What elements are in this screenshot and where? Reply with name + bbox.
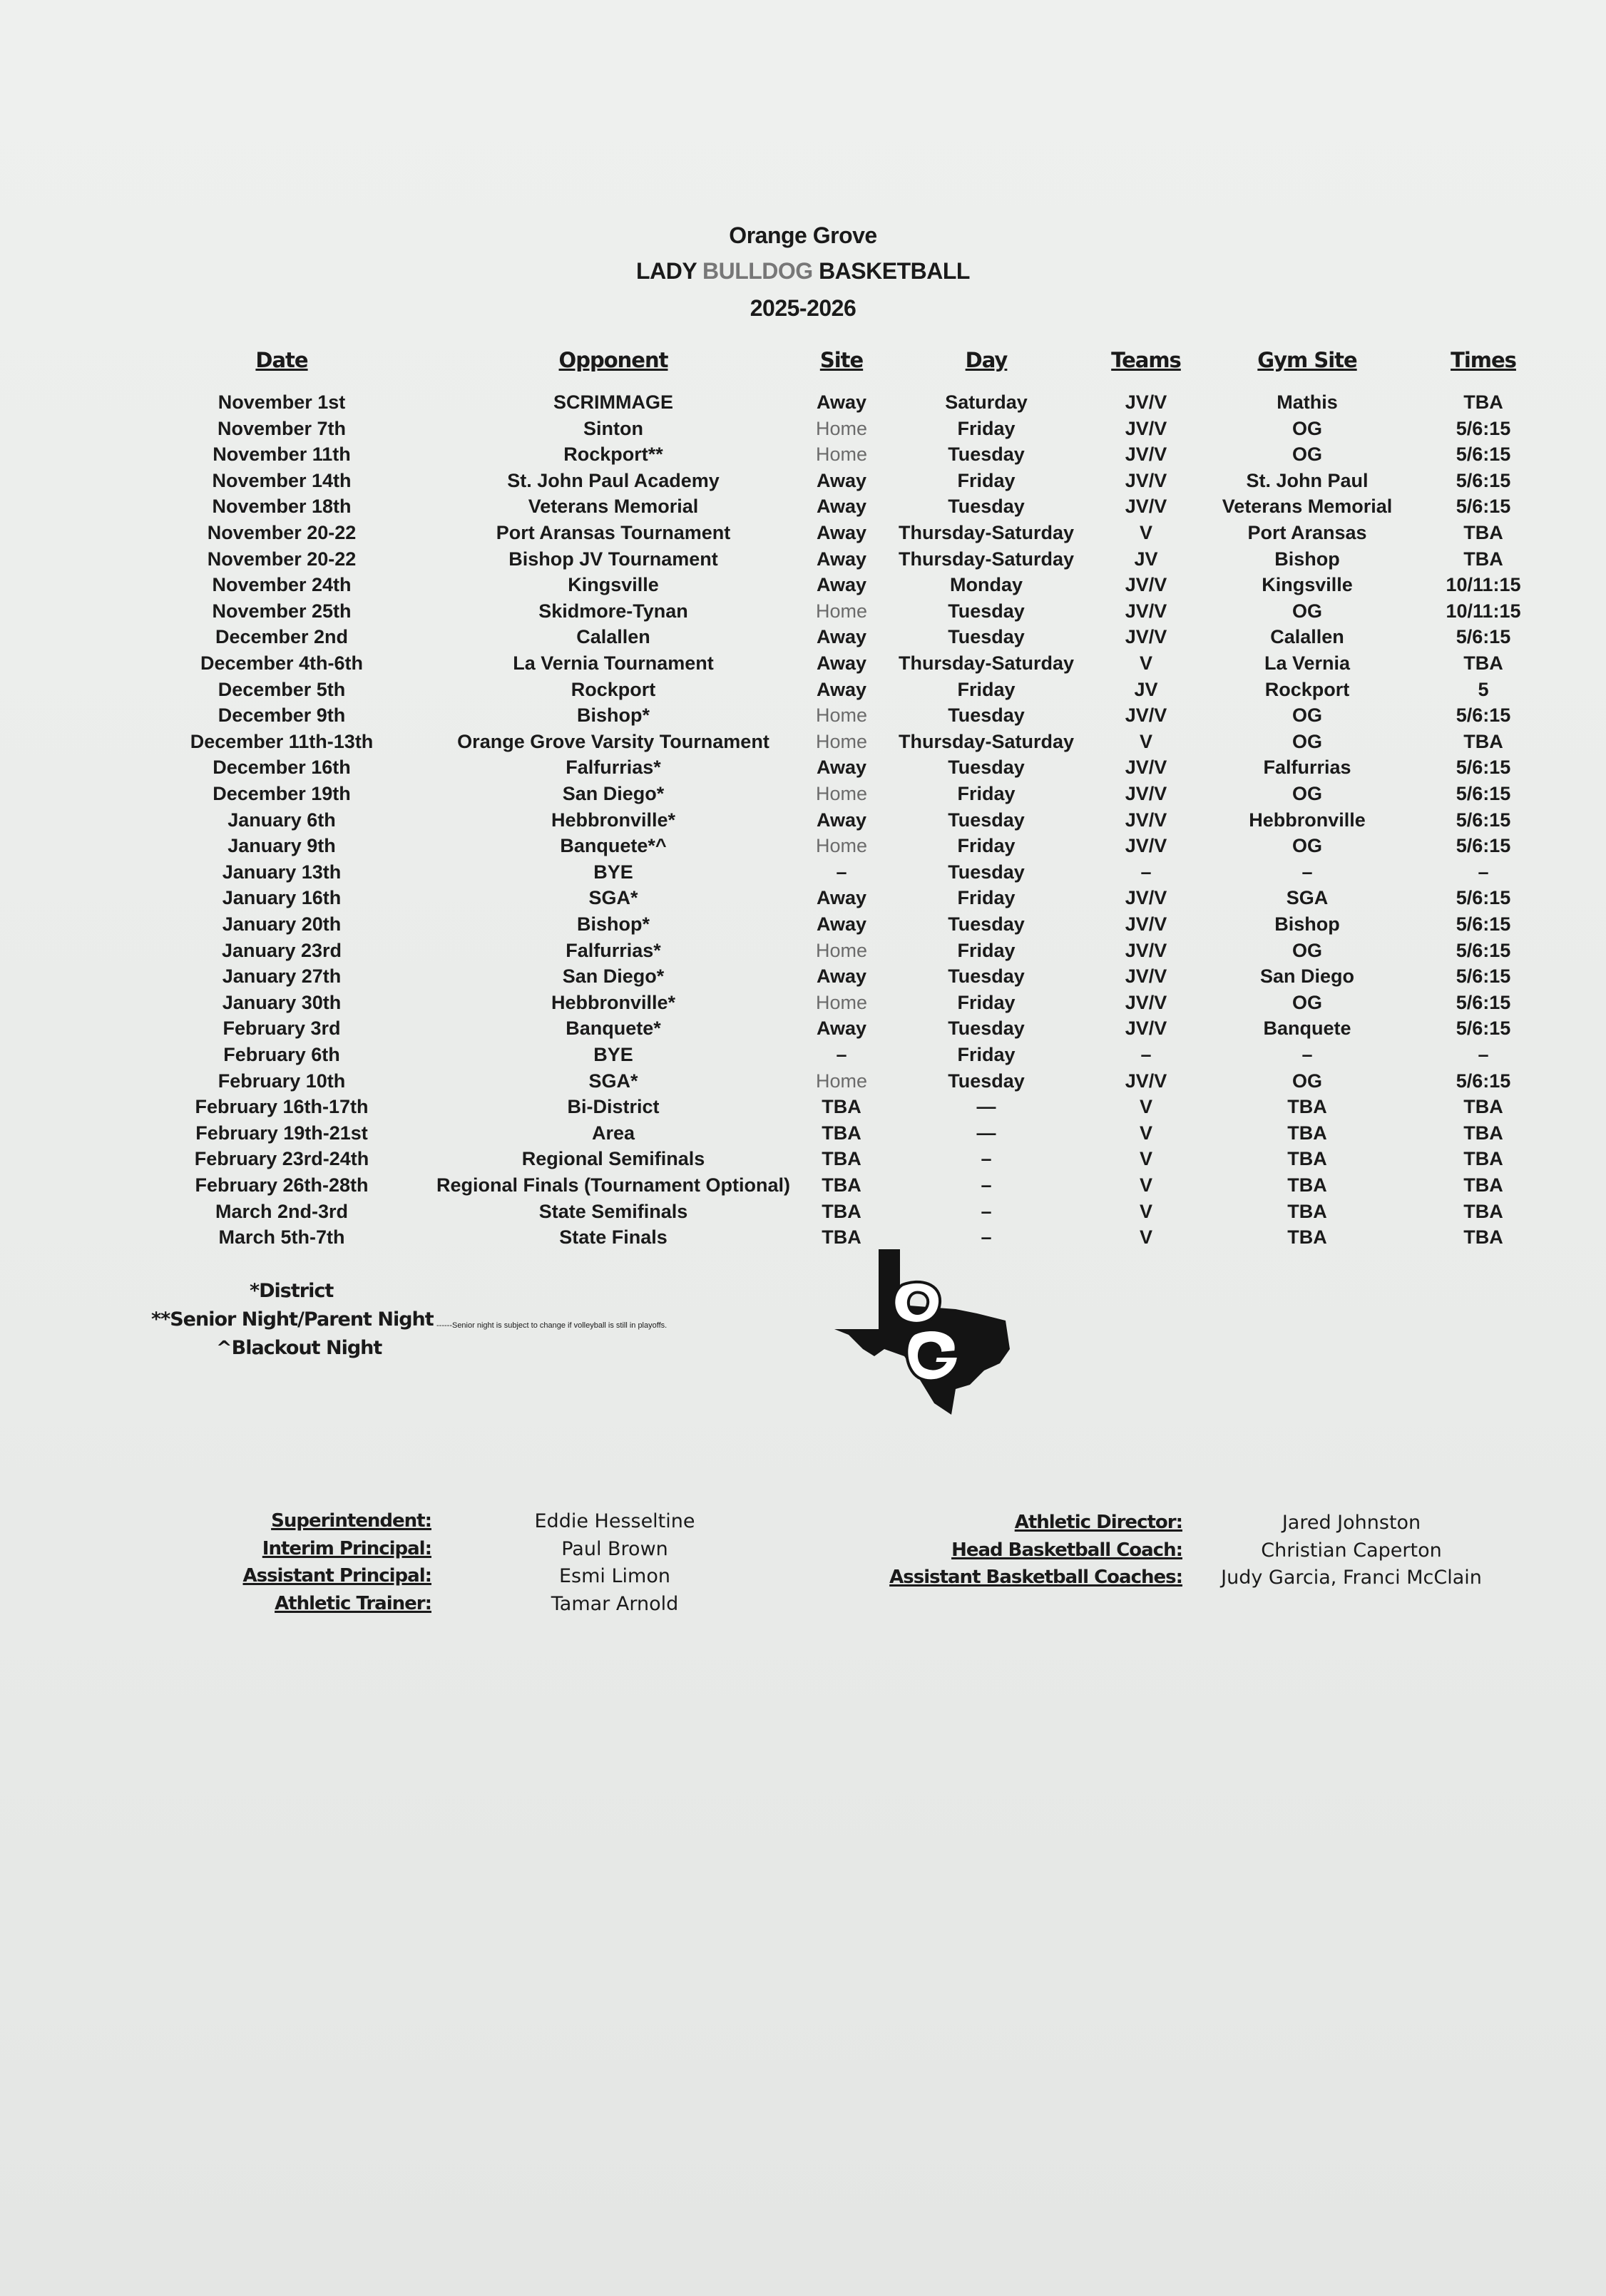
table-row <box>0 1122 1606 1148</box>
cell-opponent: Regional Semifinals <box>521 1148 705 1170</box>
cell-teams: JV/V <box>1125 835 1167 857</box>
cell-site: Away <box>816 626 867 648</box>
cell-times: 5/6:15 <box>1456 1070 1511 1092</box>
cell-times: TBA <box>1463 1226 1503 1249</box>
header-site: Site <box>819 348 864 372</box>
cell-opponent: St. John Paul Academy <box>507 469 720 491</box>
cell-gym-site: OG <box>1292 730 1323 752</box>
cell-site: Away <box>816 652 867 674</box>
cell-site: Home <box>815 991 868 1013</box>
table-row <box>0 887 1606 913</box>
cell-date: December 2nd <box>215 626 349 648</box>
cell-opponent: Area <box>591 1122 635 1144</box>
cell-day: Tuesday <box>948 809 1025 831</box>
cell-site: TBA <box>822 1226 861 1249</box>
cell-teams: V <box>1139 1174 1153 1196</box>
table-row <box>0 757 1606 782</box>
cell-teams: JV/V <box>1125 913 1167 935</box>
cell-opponent: SCRIMMAGE <box>553 391 673 413</box>
cell-day: – <box>981 1174 992 1196</box>
cell-teams: JV/V <box>1125 417 1167 439</box>
cell-gym-site: OG <box>1292 835 1323 857</box>
cell-opponent: La Vernia Tournament <box>513 652 714 674</box>
cell-teams: JV/V <box>1125 965 1167 988</box>
cell-teams: JV/V <box>1125 600 1167 622</box>
cell-times: 5/6:15 <box>1456 469 1511 491</box>
cell-gym-site: Hebbronville <box>1249 809 1366 831</box>
cell-site: TBA <box>822 1096 861 1118</box>
cell-opponent: SGA* <box>588 887 638 909</box>
cell-opponent: Skidmore-Tynan <box>538 600 688 622</box>
cell-opponent: State Semifinals <box>538 1200 688 1222</box>
cell-gym-site: OG <box>1292 417 1323 439</box>
cell-opponent: Bishop JV Tournament <box>508 548 718 570</box>
cell-site: Away <box>816 1018 867 1040</box>
cell-gym-site: TBA <box>1287 1096 1327 1118</box>
staff-label: Assistant Principal: <box>242 1565 431 1587</box>
cell-site: TBA <box>822 1174 861 1196</box>
cell-gym-site: – <box>1301 1044 1313 1065</box>
cell-teams: V <box>1139 730 1153 752</box>
cell-gym-site: Mathis <box>1277 391 1338 413</box>
header-teams: Teams <box>1111 348 1181 372</box>
cell-gym-site: Bishop <box>1274 548 1340 570</box>
cell-date: February 26th-28th <box>195 1174 369 1196</box>
cell-times: TBA <box>1463 1200 1503 1222</box>
cell-gym-site: Banquete <box>1263 1018 1351 1040</box>
cell-teams: JV/V <box>1125 1018 1167 1040</box>
table-row <box>0 1096 1606 1122</box>
cell-teams: – <box>1140 1044 1152 1065</box>
cell-day: Thursday-Saturday <box>898 730 1075 752</box>
cell-date: January 20th <box>222 913 342 935</box>
cell-times: 5/6:15 <box>1456 444 1511 466</box>
cell-times: 5/6:15 <box>1456 757 1511 779</box>
cell-day: Tuesday <box>948 704 1025 727</box>
cell-gym-site: St. John Paul <box>1246 469 1369 491</box>
cell-opponent: Bishop* <box>576 913 650 935</box>
staff-name: Judy Garcia, Franci McClain <box>1221 1567 1482 1589</box>
cell-opponent: Banquete*^ <box>560 835 667 857</box>
cell-gym-site: TBA <box>1287 1148 1327 1170</box>
table-row <box>0 496 1606 521</box>
cell-teams: JV/V <box>1125 444 1167 466</box>
cell-date: February 10th <box>218 1070 346 1092</box>
cell-day: Friday <box>957 939 1016 961</box>
cell-date: January 30th <box>222 991 342 1013</box>
table-row <box>0 1148 1606 1174</box>
program-title-a: LADY <box>636 258 702 284</box>
cell-opponent: Veterans Memorial <box>528 496 699 518</box>
cell-opponent: Falfurrias* <box>566 757 661 779</box>
cell-times: TBA <box>1463 730 1503 752</box>
cell-gym-site: Bishop <box>1274 913 1340 935</box>
table-row <box>0 940 1606 965</box>
cell-date: November 24th <box>212 574 352 596</box>
cell-day: Friday <box>957 417 1016 439</box>
table-row <box>0 418 1606 444</box>
cell-date: December 16th <box>213 757 351 779</box>
table-row <box>0 548 1606 574</box>
cell-teams: JV/V <box>1125 991 1167 1013</box>
cell-gym-site: TBA <box>1287 1122 1327 1144</box>
cell-teams: JV/V <box>1125 887 1167 909</box>
cell-times: 10/11:15 <box>1446 574 1521 596</box>
table-row <box>0 679 1606 704</box>
table-row <box>0 1226 1606 1252</box>
cell-date: November 18th <box>212 496 352 518</box>
cell-day: – <box>981 1148 992 1170</box>
cell-opponent: Regional Finals (Tournament Optional) <box>436 1174 791 1196</box>
cell-date: January 27th <box>222 965 342 988</box>
cell-date: February 23rd-24th <box>194 1148 369 1170</box>
cell-teams: JV/V <box>1125 496 1167 518</box>
cell-times: 10/11:15 <box>1446 600 1521 622</box>
cell-teams: JV/V <box>1125 1070 1167 1092</box>
table-row <box>0 444 1606 469</box>
header-opponent: Opponent <box>558 348 668 372</box>
cell-site: Away <box>816 496 867 518</box>
cell-opponent: Rockport <box>571 678 656 700</box>
cell-teams: JV/V <box>1125 391 1167 413</box>
cell-date: January 13th <box>222 861 342 883</box>
cell-gym-site: – <box>1301 861 1313 883</box>
cell-day: Tuesday <box>948 965 1025 988</box>
cell-date: November 20-22 <box>207 522 357 543</box>
cell-date: December 4th-6th <box>200 652 364 674</box>
cell-site: Away <box>816 678 867 700</box>
table-row <box>0 809 1606 835</box>
cell-gym-site: TBA <box>1287 1226 1327 1249</box>
cell-site: Home <box>815 600 868 622</box>
cell-date: December 9th <box>218 704 346 727</box>
cell-date: January 16th <box>222 887 342 909</box>
cell-opponent: Hebbronville* <box>551 991 676 1013</box>
cell-day: Tuesday <box>948 757 1025 779</box>
cell-opponent: BYE <box>593 861 633 883</box>
table-row <box>0 522 1606 548</box>
cell-times: TBA <box>1463 522 1503 543</box>
legend-district: *District <box>250 1280 334 1302</box>
cell-teams: – <box>1140 861 1152 883</box>
cell-times: TBA <box>1463 1122 1503 1144</box>
cell-day: Friday <box>957 1044 1016 1065</box>
cell-opponent: Calallen <box>576 626 650 648</box>
cell-times: 5/6:15 <box>1456 887 1511 909</box>
cell-date: December 19th <box>213 783 351 804</box>
cell-date: February 3rd <box>223 1018 341 1040</box>
cell-teams: JV/V <box>1125 626 1167 648</box>
cell-times: 5/6:15 <box>1456 496 1511 518</box>
cell-gym-site: Falfurrias <box>1263 757 1351 779</box>
cell-gym-site: SGA <box>1286 887 1329 909</box>
cell-gym-site: OG <box>1292 444 1323 466</box>
cell-day: Friday <box>957 469 1016 491</box>
staff-name: Tamar Arnold <box>551 1592 679 1615</box>
staff-name: Esmi Limon <box>559 1565 670 1587</box>
cell-opponent: San Diego* <box>562 965 665 988</box>
cell-times: 5/6:15 <box>1456 991 1511 1013</box>
table-row <box>0 965 1606 991</box>
cell-day: Thursday-Saturday <box>898 548 1075 570</box>
cell-day: Thursday-Saturday <box>898 522 1075 543</box>
cell-teams: JV/V <box>1125 939 1167 961</box>
school-title: Orange Grove <box>729 222 877 248</box>
cell-date: November 7th <box>217 417 347 439</box>
cell-site: Home <box>815 1070 868 1092</box>
staff-label: Athletic Director: <box>1014 1512 1182 1533</box>
table-row <box>0 913 1606 939</box>
cell-gym-site: OG <box>1292 1070 1323 1092</box>
cell-opponent: Bishop* <box>576 704 650 727</box>
cell-times: – <box>1478 861 1489 883</box>
staff-name: Paul Brown <box>561 1537 668 1560</box>
table-row <box>0 1201 1606 1226</box>
cell-site: Away <box>816 757 867 779</box>
cell-opponent: San Diego* <box>562 783 665 804</box>
cell-opponent: Hebbronville* <box>551 809 676 831</box>
staff-name: Christian Caperton <box>1261 1539 1442 1562</box>
cell-teams: V <box>1139 1096 1153 1118</box>
cell-opponent: SGA* <box>588 1070 638 1092</box>
cell-date: February 19th-21st <box>195 1122 368 1144</box>
cell-times: TBA <box>1463 391 1503 413</box>
cell-day: — <box>976 1096 996 1118</box>
cell-teams: JV <box>1134 548 1158 570</box>
cell-teams: V <box>1139 1226 1153 1249</box>
cell-gym-site: TBA <box>1287 1200 1327 1222</box>
cell-opponent: Rockport** <box>563 444 663 466</box>
cell-site: Home <box>815 704 868 727</box>
cell-date: March 2nd-3rd <box>215 1200 349 1222</box>
table-row <box>0 470 1606 496</box>
cell-gym-site: OG <box>1292 991 1323 1013</box>
cell-site: TBA <box>822 1148 861 1170</box>
table-row <box>0 1174 1606 1200</box>
cell-gym-site: OG <box>1292 600 1323 622</box>
cell-site: Home <box>815 783 868 804</box>
table-row <box>0 391 1606 417</box>
cell-teams: JV <box>1134 678 1158 700</box>
cell-day: Tuesday <box>948 913 1025 935</box>
cell-date: December 5th <box>218 678 346 700</box>
cell-day: Friday <box>957 783 1016 804</box>
cell-times: 5 <box>1478 678 1489 700</box>
cell-times: 5/6:15 <box>1456 939 1511 961</box>
staff-label: Superintendent: <box>271 1510 431 1532</box>
texas-og-logo <box>834 1249 1013 1415</box>
season-title: 2025-2026 <box>750 295 856 321</box>
cell-day: Monday <box>949 574 1023 596</box>
cell-day: Saturday <box>945 391 1028 413</box>
cell-times: 5/6:15 <box>1456 913 1511 935</box>
staff-name: Eddie Hesseltine <box>534 1510 695 1532</box>
cell-site: Away <box>816 391 867 413</box>
program-title <box>0 258 1606 285</box>
cell-day: Thursday-Saturday <box>898 652 1075 674</box>
table-row <box>0 626 1606 652</box>
cell-gym-site: Rockport <box>1264 678 1350 700</box>
cell-gym-site: OG <box>1292 783 1323 804</box>
cell-date: November 1st <box>218 391 346 413</box>
cell-date: November 20-22 <box>207 548 357 570</box>
table-row <box>0 1044 1606 1070</box>
cell-teams: JV/V <box>1125 469 1167 491</box>
cell-times: TBA <box>1463 1148 1503 1170</box>
cell-date: January 6th <box>227 809 336 831</box>
cell-day: Tuesday <box>948 444 1025 466</box>
cell-day: – <box>981 1200 992 1222</box>
cell-day: Friday <box>957 678 1016 700</box>
cell-times: 5/6:15 <box>1456 965 1511 988</box>
cell-day: Tuesday <box>948 1018 1025 1040</box>
cell-times: 5/6:15 <box>1456 835 1511 857</box>
cell-site: Home <box>815 835 868 857</box>
cell-day: Friday <box>957 835 1016 857</box>
cell-date: November 14th <box>212 469 352 491</box>
cell-site: Home <box>815 939 868 961</box>
staff-label: Head Basketball Coach: <box>951 1539 1182 1561</box>
cell-gym-site: OG <box>1292 939 1323 961</box>
cell-site: TBA <box>822 1200 861 1222</box>
cell-teams: JV/V <box>1125 783 1167 804</box>
senior-night-note: ------Senior night is subject to change if volleyball is still in playoffs. <box>436 1321 668 1330</box>
cell-teams: JV/V <box>1125 574 1167 596</box>
cell-times: 5/6:15 <box>1456 1018 1511 1040</box>
cell-day: Tuesday <box>948 626 1025 648</box>
cell-day: Tuesday <box>948 1070 1025 1092</box>
table-row <box>0 704 1606 730</box>
cell-site: TBA <box>822 1122 861 1144</box>
cell-opponent: Sinton <box>583 417 643 439</box>
cell-times: – <box>1478 1044 1489 1065</box>
cell-opponent: Port Aransas Tournament <box>496 522 731 543</box>
staff-label: Interim Principal: <box>262 1537 431 1559</box>
cell-date: January 23rd <box>221 939 342 961</box>
cell-teams: V <box>1139 1122 1153 1144</box>
legend-blackout-night: ^Blackout Night <box>216 1337 382 1359</box>
cell-times: TBA <box>1463 548 1503 570</box>
header-times: Times <box>1451 348 1516 372</box>
staff-label: Athletic Trainer: <box>275 1592 431 1614</box>
table-row <box>0 992 1606 1018</box>
cell-date: November 25th <box>212 600 352 622</box>
cell-date: January 9th <box>227 835 336 857</box>
cell-opponent: Kingsville <box>568 574 659 596</box>
cell-teams: JV/V <box>1125 809 1167 831</box>
cell-times: TBA <box>1463 1174 1503 1196</box>
header-gym-site: Gym Site <box>1257 348 1357 372</box>
cell-site: Away <box>816 887 867 909</box>
cell-site: Home <box>815 730 868 752</box>
cell-gym-site: San Diego <box>1259 965 1355 988</box>
cell-times: 5/6:15 <box>1456 783 1511 804</box>
table-row <box>0 574 1606 600</box>
cell-date: February 16th-17th <box>195 1096 369 1118</box>
cell-gym-site: Kingsville <box>1262 574 1353 596</box>
cell-site: Home <box>815 417 868 439</box>
cell-site: Away <box>816 965 867 988</box>
cell-day: — <box>976 1122 996 1144</box>
header-date: Date <box>255 348 308 372</box>
cell-times: TBA <box>1463 652 1503 674</box>
cell-times: TBA <box>1463 1096 1503 1118</box>
header-day: Day <box>965 348 1008 372</box>
cell-gym-site: Calallen <box>1270 626 1344 648</box>
cell-day: Tuesday <box>948 861 1025 883</box>
cell-site: Away <box>816 809 867 831</box>
cell-opponent: State Finals <box>559 1226 668 1249</box>
cell-times: 5/6:15 <box>1456 417 1511 439</box>
staff-label: Assistant Basketball Coaches: <box>889 1567 1182 1588</box>
cell-site: – <box>836 1044 847 1065</box>
cell-opponent: Orange Grove Varsity Tournament <box>457 730 769 752</box>
cell-opponent: Bi-District <box>567 1096 660 1118</box>
table-row <box>0 783 1606 809</box>
table-row <box>0 1018 1606 1043</box>
cell-times: 5/6:15 <box>1456 704 1511 727</box>
cell-day: – <box>981 1226 992 1249</box>
cell-teams: V <box>1139 1200 1153 1222</box>
cell-opponent: Falfurrias* <box>566 939 661 961</box>
cell-site: – <box>836 861 847 883</box>
cell-teams: JV/V <box>1125 757 1167 779</box>
cell-gym-site: TBA <box>1287 1174 1327 1196</box>
cell-teams: V <box>1139 1148 1153 1170</box>
cell-gym-site: La Vernia <box>1264 652 1351 674</box>
legend-senior-night: **Senior Night/Parent Night <box>151 1308 434 1331</box>
table-row <box>0 652 1606 678</box>
cell-site: Home <box>815 444 868 466</box>
cell-opponent: Banquete* <box>566 1018 661 1040</box>
cell-site: Away <box>816 913 867 935</box>
table-row <box>0 731 1606 757</box>
cell-teams: V <box>1139 522 1153 543</box>
cell-site: Away <box>816 574 867 596</box>
table-row <box>0 1070 1606 1096</box>
cell-day: Friday <box>957 887 1016 909</box>
table-row <box>0 861 1606 887</box>
cell-times: 5/6:15 <box>1456 809 1511 831</box>
table-row <box>0 835 1606 861</box>
cell-date: February 6th <box>223 1044 340 1065</box>
cell-teams: JV/V <box>1125 704 1167 727</box>
cell-opponent: BYE <box>593 1044 633 1065</box>
cell-date: November 11th <box>213 444 351 466</box>
cell-date: December 11th-13th <box>190 730 374 752</box>
cell-site: Away <box>816 522 867 543</box>
cell-gym-site: OG <box>1292 704 1323 727</box>
cell-day: Tuesday <box>948 496 1025 518</box>
cell-site: Away <box>816 469 867 491</box>
cell-times: 5/6:15 <box>1456 626 1511 648</box>
cell-day: Friday <box>957 991 1016 1013</box>
cell-teams: V <box>1139 652 1153 674</box>
program-title-c: BASKETBALL <box>812 258 970 284</box>
cell-day: Tuesday <box>948 600 1025 622</box>
cell-gym-site: Veterans Memorial <box>1222 496 1393 518</box>
table-row <box>0 600 1606 626</box>
program-title-b: BULLDOG <box>702 258 813 284</box>
staff-name: Jared Johnston <box>1282 1512 1421 1534</box>
cell-gym-site: Port Aransas <box>1247 522 1367 543</box>
cell-date: March 5th-7th <box>218 1226 345 1249</box>
cell-site: Away <box>816 548 867 570</box>
